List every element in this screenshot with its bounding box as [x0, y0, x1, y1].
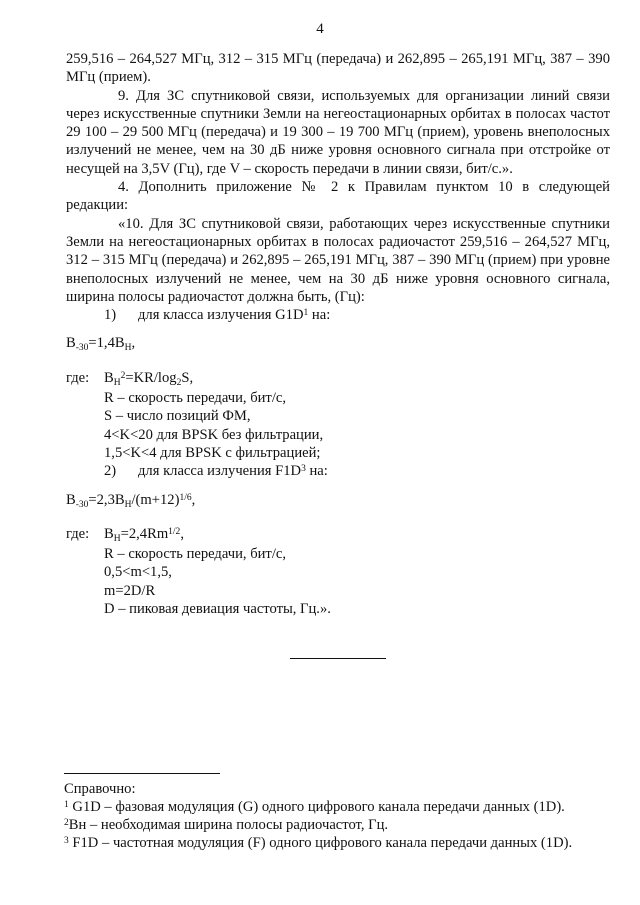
paragraph-10: «10. Для ЗС спутниковой связи, работающих через искусственные спутники Земли на негеостационарных орбитах в полосах радиочастот 259,516 – 264,527 МГц, 312 – 315 МГц (передача) и 262,895 – 265,191 МГц, 387 – 390 МГц (прием) при уровне внеполосных излучений не менее, чем на 30 дБ ниже уровня основного сигнала, ширина полосы радиочастот должна быть, (Гц): — [66, 215, 610, 305]
paragraph-9: 9. Для ЗС спутниковой связи, используемых для организации линий связи через искусственные спутники Земли на негеостационарных орбитах в полосах частот 29 100 – 29 500 МГц (передача) и 19 300 – 19 700 МГц (прием), уровень внеполосных излучений не менее, чем на 30 дБ ниже уровня основного сигнала при отстройке от несущей на 3,5V (Гц), где V – скорость передачи в линии связи, бит/с.». — [66, 87, 610, 177]
where-expr-sub: 2 — [176, 377, 182, 388]
where-line: R – скорость передачи, бит/с, — [104, 390, 286, 407]
footnote-text: Вн – необходимая ширина полосы радиочастот, Гц. — [68, 817, 389, 833]
formula-end: , — [191, 491, 196, 508]
footnotes-heading: Справочно: — [64, 781, 136, 797]
footnote-rule — [64, 773, 220, 774]
where-expr: =2,4Rm — [120, 525, 169, 542]
list-item-2 — [66, 462, 610, 480]
footnote-mark: 2 — [64, 818, 69, 828]
formula-lhs-sub: -30 — [75, 343, 89, 354]
where-line: R – скорость передачи, бит/с, — [104, 546, 286, 563]
list-item-number: 2) — [104, 463, 117, 480]
where-block-2-lines — [66, 545, 610, 618]
formula-lhs: B — [66, 335, 76, 352]
where-line: S – число позиций ФМ, — [104, 408, 251, 425]
footnote-3 — [64, 834, 614, 852]
footnote-ref: 1 — [303, 308, 309, 319]
where-symbol: B — [104, 369, 114, 386]
list-item-text: для класса излучения G1D — [138, 307, 304, 324]
where-line: m=2D/R — [104, 582, 156, 599]
where-symbol-sub: Н — [113, 533, 121, 544]
footnote-2 — [64, 816, 614, 834]
list-item-number: 1) — [104, 307, 117, 324]
formula-rhs-tail: /(m+12) — [131, 491, 180, 508]
where-block-1-lines — [66, 389, 610, 462]
formula-1 — [66, 334, 610, 354]
formula-rhs: =2,3B — [88, 491, 125, 508]
where-label: где: — [66, 525, 90, 542]
footnote-text: G1D – фазовая модуляция (G) одного цифрового канала передачи данных (1D). — [68, 799, 565, 815]
footnote-ref: 3 — [301, 464, 306, 475]
paragraph-continuation: 259,516 – 264,527 МГц, 312 – 315 МГц (передача) и 262,895 – 265,191 МГц, 387 – 390 МГц (прием). — [66, 51, 610, 86]
footnote-text: F1D – частотная модуляция (F) одного цифрового канала передачи данных (1D). — [68, 835, 573, 851]
where-line: 1,5<K<4 для BPSK с фильтрацией; — [104, 444, 321, 461]
section-separator-rule — [290, 658, 386, 659]
formula-rhs: =1,4B — [88, 335, 125, 352]
paragraph-4: 4. Дополнить приложение № 2 к Правилам пунктом 10 в следующей редакции: — [66, 179, 610, 214]
formula-2 — [66, 491, 610, 511]
page-number: 4 — [316, 21, 324, 37]
where-block-1-lead — [66, 369, 610, 389]
formula-rhs-sub: Н — [124, 499, 132, 510]
formula-end: , — [131, 335, 136, 352]
where-line: D – пиковая девиация частоты, Гц.». — [104, 601, 331, 618]
where-expr-end: S, — [181, 369, 194, 386]
where-expr-end: , — [180, 525, 184, 542]
where-expr-sup: 1/2 — [168, 526, 181, 537]
footnotes — [64, 780, 614, 852]
where-label: где: — [66, 369, 90, 386]
list-item-tail: на: — [305, 463, 328, 480]
where-block-2-lead — [66, 525, 610, 545]
document-body — [66, 50, 610, 618]
where-symbol: B — [104, 525, 114, 542]
where-symbol-sup: 2 — [120, 370, 126, 381]
list-item-text: для класса излучения F1D — [138, 463, 302, 480]
footnote-mark: 1 — [64, 800, 69, 810]
list-item-tail: на: — [308, 307, 331, 324]
formula-lhs-sub: -30 — [75, 499, 89, 510]
footnote-mark: 3 — [64, 836, 69, 846]
footnote-1 — [64, 798, 614, 816]
where-line: 4<K<20 для BPSK без фильтрации, — [104, 426, 324, 443]
list-item-1 — [66, 306, 610, 324]
where-symbol-sub: Н — [113, 377, 121, 388]
formula-lhs: B — [66, 491, 76, 508]
formula-rhs-sup: 1/6 — [179, 492, 192, 503]
formula-rhs-sub: Н — [124, 343, 132, 354]
where-line: 0,5<m<1,5, — [104, 564, 172, 581]
where-expr: =KR/log — [125, 369, 177, 386]
